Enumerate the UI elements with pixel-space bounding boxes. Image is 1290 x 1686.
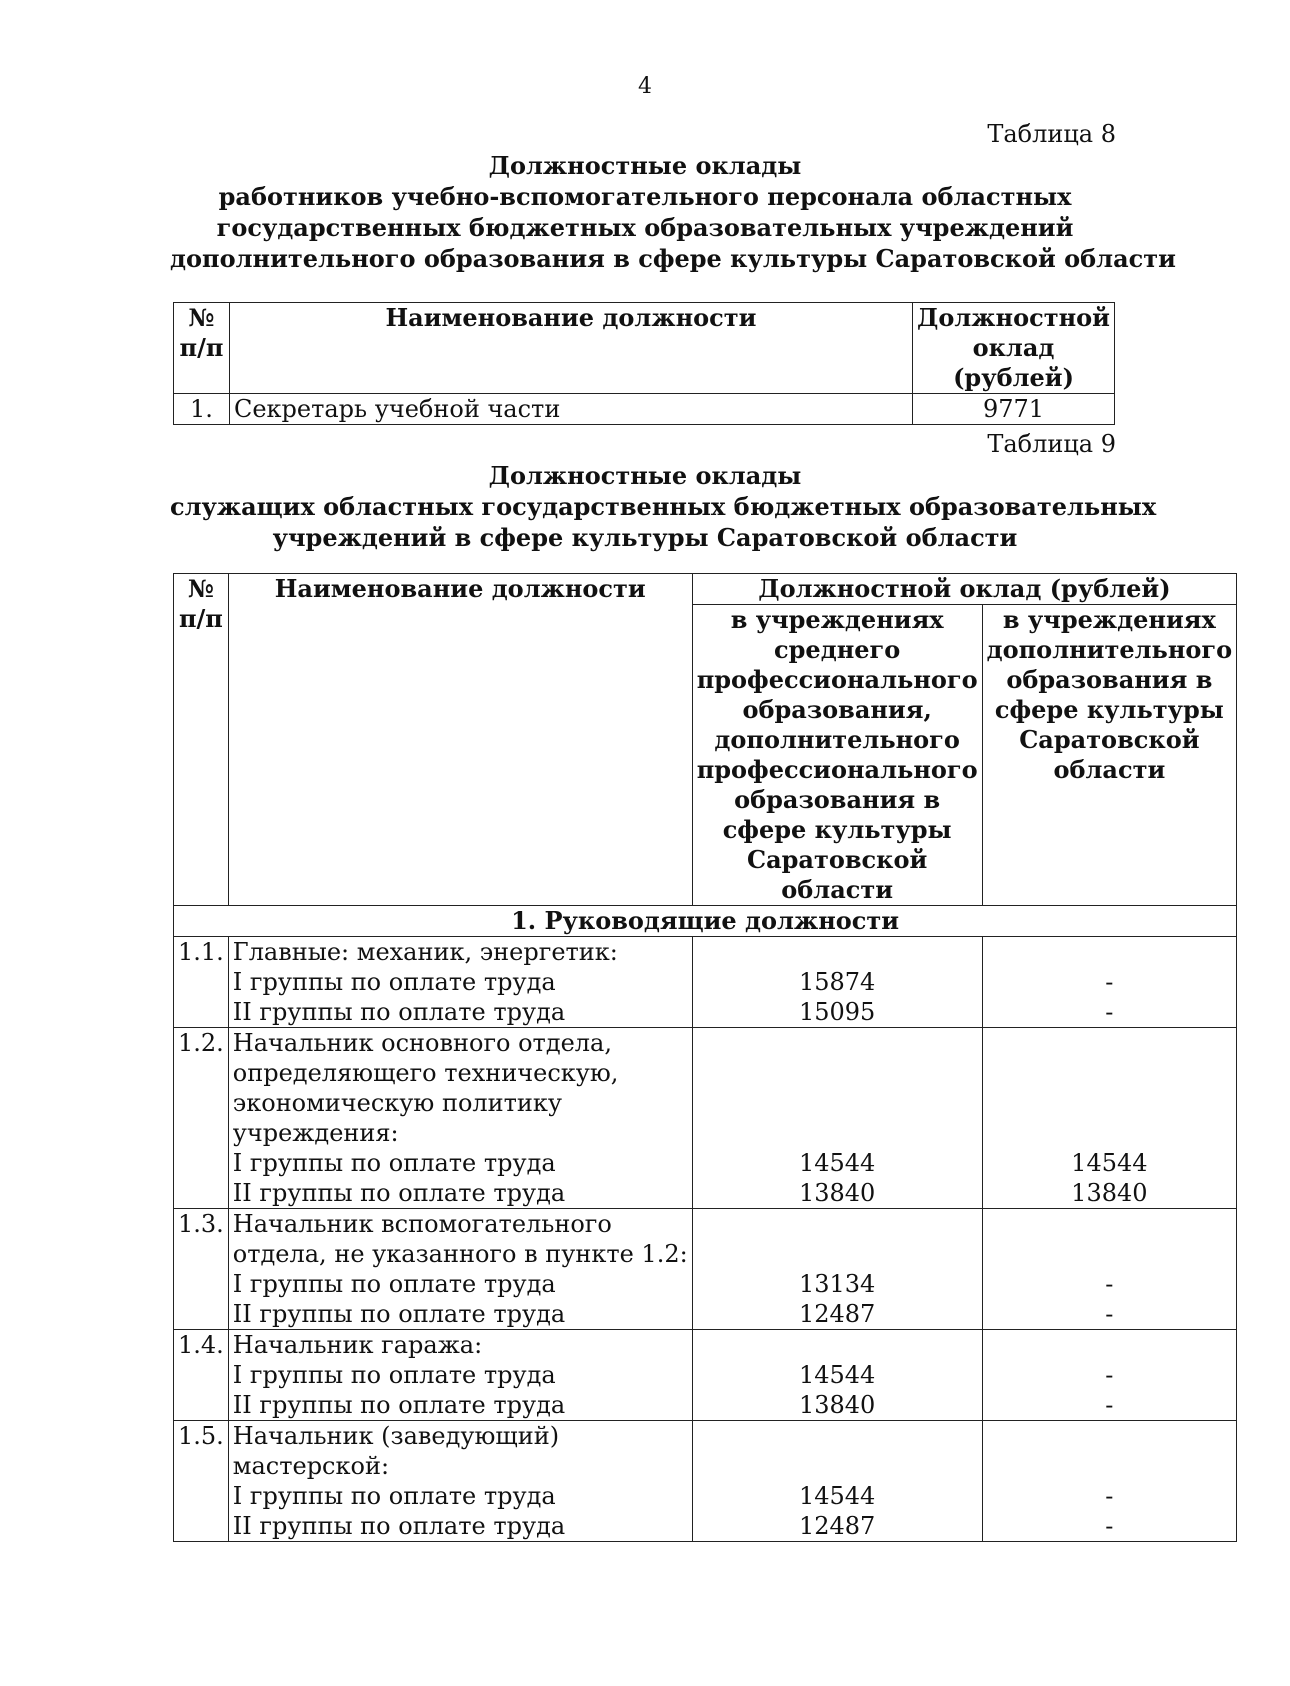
table-9-body	[174, 937, 1237, 1542]
row-position-name: Секретарь учебной части	[229, 394, 912, 425]
table-row	[174, 394, 1115, 425]
position-line: мастерской:	[232, 1452, 390, 1480]
table-8-title-line: Должностные оклады	[488, 151, 802, 180]
position-line: II группы по оплате труда	[232, 1179, 566, 1207]
salary-value: 14544	[798, 1361, 876, 1389]
table-9-header-row	[174, 574, 1237, 605]
header-salary: Должностной оклад (рублей)	[692, 574, 1236, 605]
salary-value: 15095	[798, 998, 876, 1026]
header-position-name: Наименование должности	[228, 574, 692, 906]
header-additional-institutions: в учреждениях дополнительного образования в сфере культуры Саратовской области	[982, 605, 1237, 906]
row-position-name	[228, 1330, 692, 1421]
row-salary-secondary	[692, 937, 982, 1028]
salary-value	[697, 1330, 978, 1360]
position-line: Начальник вспомогательного	[232, 1210, 612, 1238]
salary-value: 14544	[798, 1482, 876, 1510]
salary-value	[987, 1239, 1233, 1269]
position-line: Начальник гаража:	[232, 1331, 483, 1359]
salary-value	[697, 1239, 978, 1269]
salary-value: 14544	[1071, 1149, 1148, 1177]
row-salary-secondary	[692, 1330, 982, 1421]
row-salary-additional	[982, 937, 1237, 1028]
table-8-header-row	[174, 303, 1115, 394]
table-9-title	[170, 460, 1157, 553]
salary-value	[987, 1118, 1233, 1148]
page-number: 4	[638, 74, 652, 99]
row-num: 1.3.	[174, 1209, 229, 1330]
row-position-name	[228, 1209, 692, 1330]
position-line: определяющего техническую,	[232, 1059, 619, 1087]
table-8-title-line: государственных бюджетных образовательных учреждений	[216, 213, 1074, 242]
header-position-name: Наименование должности	[229, 303, 912, 394]
table-8-title	[170, 150, 1176, 274]
position-line: экономическую политику	[232, 1089, 563, 1117]
position-line: отдела, не указанного в пункте 1.2:	[232, 1240, 688, 1268]
position-line: I группы по оплате труда	[232, 1482, 556, 1510]
table-9-title-line: Должностные оклады	[488, 461, 802, 490]
position-line: Начальник (заведующий)	[232, 1422, 560, 1450]
row-salary-secondary	[692, 1028, 982, 1209]
row-num: 1.	[174, 394, 230, 425]
salary-value	[987, 1330, 1233, 1360]
salary-value: -	[1105, 998, 1114, 1026]
table-9-title-line: учреждений в сфере культуры Саратовской области	[272, 523, 1018, 552]
position-line: Начальник основного отдела,	[232, 1029, 612, 1057]
salary-value: 12487	[798, 1300, 876, 1328]
table-8	[173, 302, 1115, 425]
table-8-title-line: дополнительного образования в сфере культуры Саратовской области	[170, 244, 1176, 273]
row-salary-additional	[982, 1209, 1237, 1330]
table-row	[174, 1330, 1237, 1421]
table-9	[173, 573, 1237, 1542]
salary-value: -	[1105, 1270, 1114, 1298]
row-num: 1.2.	[174, 1028, 229, 1209]
salary-value	[697, 1118, 978, 1148]
row-salary: 9771	[912, 394, 1114, 425]
row-position-name	[228, 1028, 692, 1209]
row-salary-secondary	[692, 1209, 982, 1330]
salary-value	[697, 1088, 978, 1118]
row-salary-secondary	[692, 1421, 982, 1542]
table-8-label: Таблица 8	[987, 120, 1116, 148]
salary-value: -	[1105, 1391, 1114, 1419]
position-line: I группы по оплате труда	[232, 968, 556, 996]
salary-value: 13134	[798, 1270, 876, 1298]
table-row	[174, 1028, 1237, 1209]
salary-value	[987, 1028, 1233, 1058]
table-8-title-line: работников учебно-вспомогательного персонала областных	[218, 182, 1072, 211]
position-line: Главные: механик, энергетик:	[232, 938, 618, 966]
salary-value	[987, 1088, 1233, 1118]
header-num: № п/п	[174, 574, 229, 906]
header-num: № п/п	[174, 303, 230, 394]
table-row	[174, 937, 1237, 1028]
table-9-label: Таблица 9	[987, 430, 1116, 458]
salary-value: -	[1105, 1361, 1114, 1389]
salary-value: -	[1105, 968, 1114, 996]
position-line: II группы по оплате труда	[232, 1300, 566, 1328]
salary-value	[697, 1451, 978, 1481]
salary-value	[697, 1209, 978, 1239]
salary-value: -	[1105, 1300, 1114, 1328]
table-row	[174, 1421, 1237, 1542]
row-salary-additional	[982, 1421, 1237, 1542]
position-line: II группы по оплате труда	[232, 1391, 566, 1419]
header-secondary-institutions: в учреждениях среднего профессионального образования, дополнительного профессионального образования в сфере культуры Саратовской области	[692, 605, 982, 906]
salary-value	[987, 1451, 1233, 1481]
row-position-name	[228, 937, 692, 1028]
position-line: I группы по оплате труда	[232, 1149, 556, 1177]
salary-value	[987, 1421, 1233, 1451]
salary-value: -	[1105, 1512, 1114, 1540]
position-line: I группы по оплате труда	[232, 1270, 556, 1298]
salary-value	[987, 1058, 1233, 1088]
salary-value	[987, 937, 1233, 967]
row-salary-additional	[982, 1330, 1237, 1421]
row-num: 1.5.	[174, 1421, 229, 1542]
row-position-name	[228, 1421, 692, 1542]
salary-value: 14544	[798, 1149, 876, 1177]
salary-value: 13840	[798, 1179, 876, 1207]
salary-value: 13840	[798, 1391, 876, 1419]
salary-value	[697, 1028, 978, 1058]
salary-value	[987, 1209, 1233, 1239]
salary-value	[697, 937, 978, 967]
row-num: 1.4.	[174, 1330, 229, 1421]
section-title: 1. Руководящие должности	[174, 906, 1237, 937]
salary-value: 13840	[1071, 1179, 1148, 1207]
position-line: II группы по оплате труда	[232, 1512, 566, 1540]
salary-value	[697, 1421, 978, 1451]
header-salary: Должностной оклад (рублей)	[912, 303, 1114, 394]
salary-value: 15874	[798, 968, 876, 996]
position-line: I группы по оплате труда	[232, 1361, 556, 1389]
table-9-title-line: служащих областных государственных бюджетных образовательных	[170, 492, 1157, 521]
position-line: II группы по оплате труда	[232, 998, 566, 1026]
salary-value	[697, 1058, 978, 1088]
row-salary-additional	[982, 1028, 1237, 1209]
table-row	[174, 1209, 1237, 1330]
row-num: 1.1.	[174, 937, 229, 1028]
salary-value: -	[1105, 1482, 1114, 1510]
section-row	[174, 906, 1237, 937]
salary-value: 12487	[798, 1512, 876, 1540]
position-line: учреждения:	[232, 1119, 399, 1147]
